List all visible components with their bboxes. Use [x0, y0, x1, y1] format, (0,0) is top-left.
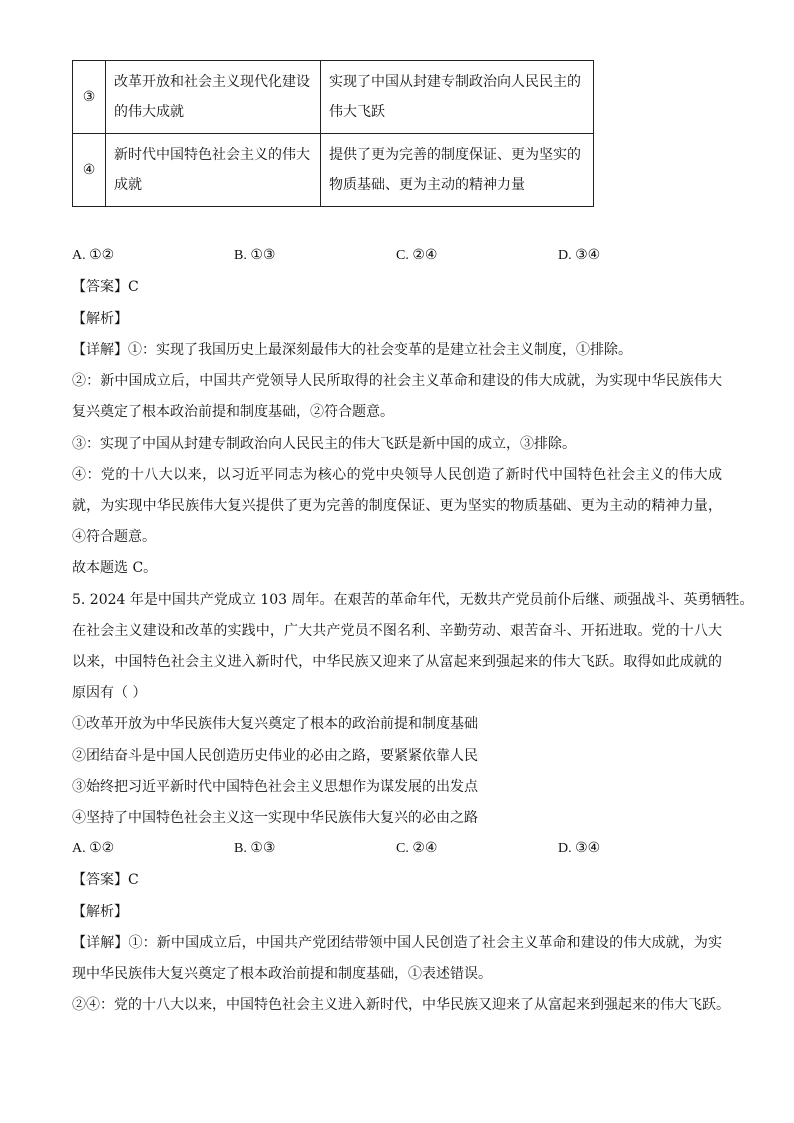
q4-detail-line: ④符合题意。 [72, 529, 156, 545]
option-c: C. ②④ [396, 248, 438, 263]
q5-detail-line: 【详解】①：新中国成立后，中国共产党团结带领中国人民创造了社会主义革命和建设的伟大成就，为实 [72, 935, 722, 951]
q5-choice: ③始终把习近平新时代中国特色社会主义思想作为谋发展的出发点 [72, 779, 478, 795]
q5-stem-line: 在社会主义建设和改革的实践中，广大共产党员不图名利、辛勤劳动、艰苦奋斗、开拓进取。党的十八大 [72, 623, 722, 639]
q4-detail-line: ④：党的十八大以来，以习近平同志为核心的党中央领导人民创造了新时代中国特色社会主义的伟大成 [72, 467, 722, 483]
q5-choice: ④坚持了中国特色社会主义这一实现中华民族伟大复兴的必由之路 [72, 810, 478, 826]
q4-conclusion: 故本题选 C。 [72, 560, 158, 576]
option-d: D. ③④ [558, 841, 601, 856]
table-row [73, 61, 594, 134]
q4-detail-line: ②：新中国成立后，中国共产党领导人民所取得的社会主义革命和建设的伟大成就，为实现中华民族伟大 [72, 373, 722, 389]
cell-line: 提供了更为完善的制度保证、更为坚实的 [329, 147, 581, 163]
q5-detail-line: 现中华民族伟大复兴奠定了根本政治前提和制度基础，①表述错误。 [72, 966, 492, 982]
option-c: C. ②④ [396, 841, 438, 856]
q4-answer: 【答案】C [72, 279, 139, 295]
cell-line: 改革开放和社会主义现代化建设 [114, 74, 310, 90]
significance-cell [321, 134, 594, 207]
row-number: ④ [73, 134, 106, 207]
q4-detail-line: 【详解】①：实现了我国历史上最深刻最伟大的社会变革的是建立社会主义制度，①排除。 [72, 342, 632, 358]
significance-cell [321, 61, 594, 134]
cell-line: 伟大飞跃 [329, 104, 385, 120]
option-b: B. ①③ [234, 248, 276, 263]
cell-line: 物质基础、更为主动的精神力量 [329, 177, 525, 193]
q5-answer: 【答案】C [72, 872, 139, 888]
cell-line: 的伟大成就 [114, 104, 184, 120]
option-a: A. ①② [72, 248, 115, 263]
achievement-cell [106, 61, 321, 134]
q5-analysis-label: 【解析】 [72, 904, 128, 920]
option-d: D. ③④ [558, 248, 601, 263]
q4-detail-line: ③：实现了中国从封建专制政治向人民民主的伟大飞跃是新中国的成立，③排除。 [72, 436, 576, 452]
q4-analysis-label: 【解析】 [72, 311, 128, 327]
cell-line: 成就 [114, 177, 142, 193]
option-b: B. ①③ [234, 841, 276, 856]
row-number: ③ [73, 61, 106, 134]
q4-detail-line: 复兴奠定了根本政治前提和制度基础，②符合题意。 [72, 404, 394, 420]
cell-line: 新时代中国特色社会主义的伟大 [114, 147, 310, 163]
q5-stem-line: 以来，中国特色社会主义进入新时代，中华民族又迎来了从富起来到强起来的伟大飞跃。取得如此成就的 [72, 654, 722, 670]
comparison-table [72, 60, 594, 207]
q5-detail-line: ②④：党的十八大以来，中国特色社会主义进入新时代，中华民族又迎来了从富起来到强起来的伟大飞跃。 [72, 997, 730, 1013]
option-a: A. ①② [72, 841, 115, 856]
q5-choice: ①改革开放为中华民族伟大复兴奠定了根本的政治前提和制度基础 [72, 716, 478, 732]
achievement-cell [106, 134, 321, 207]
q4-detail-line: 就，为实现中华民族伟大复兴提供了更为完善的制度保证、更为坚实的物质基础、更为主动的精神力量， [72, 498, 722, 514]
cell-line: 实现了中国从封建专制政治向人民民主的 [329, 74, 581, 90]
q5-stem-line: 5. 2024 年是中国共产党成立 103 周年。在艰苦的革命年代，无数共产党员前仆后继、顽强战斗、英勇牺牲。 [72, 592, 754, 608]
q5-choice: ②团结奋斗是中国人民创造历史伟业的必由之路，要紧紧依靠人民 [72, 748, 478, 764]
table-row [73, 134, 594, 207]
q5-stem-line: 原因有（ ） [72, 685, 147, 701]
